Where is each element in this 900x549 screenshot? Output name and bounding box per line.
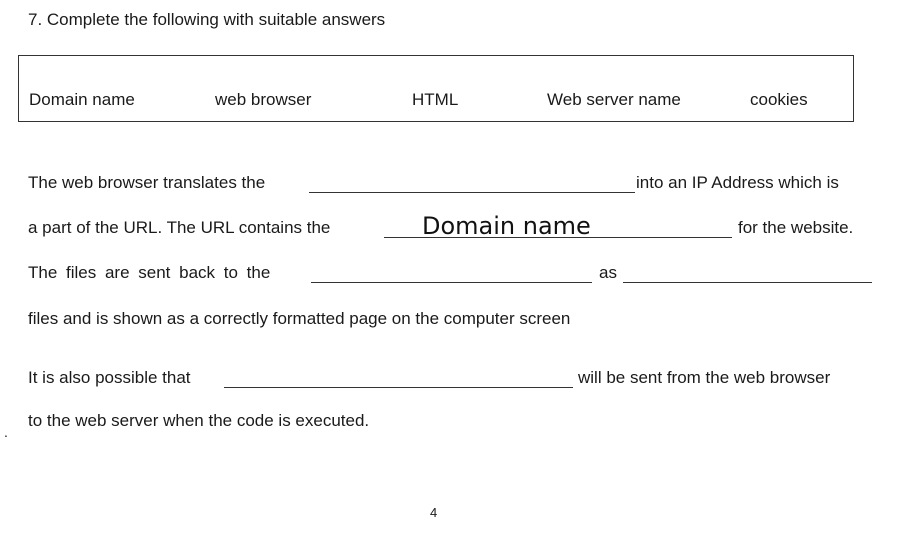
sentence-text: as bbox=[599, 263, 617, 282]
answer-blank-5[interactable] bbox=[224, 387, 573, 388]
sentence-text: into an IP Address which is bbox=[636, 173, 839, 192]
sentence-text: a part of the URL. The URL contains the bbox=[28, 218, 331, 237]
sentence-text: files and is shown as a correctly formatted page on the computer screen bbox=[28, 309, 571, 328]
sentence-text: It is also possible that bbox=[28, 368, 191, 387]
word-bank-item: Domain name bbox=[29, 90, 135, 109]
page-number: 4 bbox=[430, 505, 438, 520]
answer-blank-3[interactable] bbox=[311, 282, 592, 283]
sentence-text: The web browser translates the bbox=[28, 173, 266, 192]
stray-mark: . bbox=[4, 424, 8, 440]
question-heading: 7. Complete the following with suitable answers bbox=[28, 10, 386, 29]
answer-blank-1[interactable] bbox=[309, 192, 635, 193]
word-bank-item: web browser bbox=[215, 90, 312, 109]
sentence-text: to the web server when the code is executed. bbox=[28, 411, 370, 430]
word-bank-item: HTML bbox=[412, 90, 459, 109]
word-bank-item: cookies bbox=[750, 90, 808, 109]
sentence-text: will be sent from the web browser bbox=[578, 368, 831, 387]
word-bank-box bbox=[18, 55, 854, 122]
sentence-text: for the website. bbox=[738, 218, 854, 237]
answer-blank-4[interactable] bbox=[623, 282, 872, 283]
filled-answer: Domain name bbox=[422, 212, 591, 240]
word-bank-item: Web server name bbox=[547, 90, 681, 109]
sentence-text: The files are sent back to the bbox=[28, 263, 271, 282]
